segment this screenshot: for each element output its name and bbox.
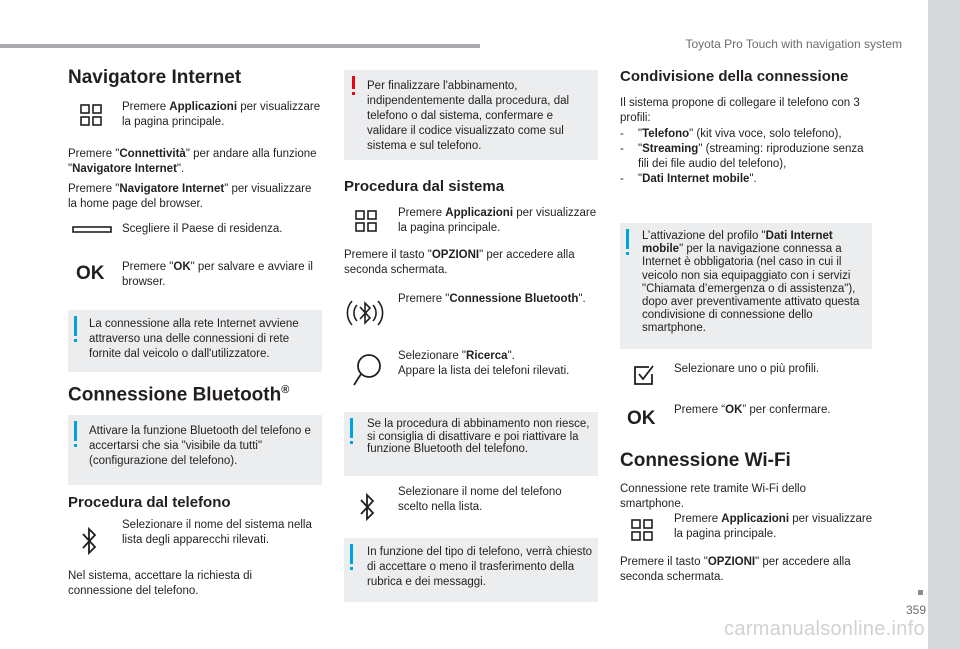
step-country: Scegliere il Paese di residenza.	[122, 223, 283, 235]
info-icon	[350, 418, 353, 438]
step-phone-select: Selezionare il nome del sistema nella lista degli apparecchi rilevati.	[122, 519, 312, 546]
bluetooth-icon	[358, 492, 376, 522]
info-note-transfer	[344, 538, 598, 602]
ok-icon: OK	[627, 408, 656, 429]
info-note-text: In funzione del tipo di telefono, verrà chiesto di accettare o meno il trasferimento della rubrica e dei messaggi.	[367, 546, 593, 588]
subsection-title-system: Procedura dal sistema	[344, 178, 505, 195]
list-bullet: -	[620, 173, 624, 185]
step-ok: Premere "OK" per salvare e avviare il browser.	[122, 261, 313, 288]
list-item-telefono: "Telefono" (kit viva voce, solo telefono),	[638, 128, 842, 140]
paragraph-connettivita: Premere "Connettività" per andare alla funzione "Navigatore Internet".	[68, 148, 317, 175]
header-title: Toyota Pro Touch with navigation system	[685, 37, 902, 51]
info-note-bluetooth	[68, 415, 322, 485]
info-icon	[74, 316, 77, 336]
search-icon	[352, 353, 382, 387]
list-bullet: -	[620, 143, 624, 155]
section-title-bluetooth: Connessione Bluetooth®	[68, 384, 290, 406]
step-connessione-bluetooth: Premere "Connessione Bluetooth".	[398, 293, 586, 305]
section-title-internet: Navigatore Internet	[68, 67, 242, 88]
list-item-streaming: "Streaming" (streaming: riproduzione senza fili dei file audio del telefono),	[638, 143, 864, 170]
info-note-text: L’attivazione del profilo "Dati Internet mobile" per la navigazione connessa a Internet è obbligatoria (nel caso in cui il veicolo non sia equipaggiato con i servizi "Chiamata d’emergenza o di assistenza"), dopo aver preventivamente attivato questa condivisione di connessione dello smartphone.	[642, 230, 860, 335]
section-title-wifi: Connessione Wi-Fi	[620, 450, 791, 471]
page-number: 359	[905, 603, 926, 617]
step-confirm: Premere “OK” per confermare.	[674, 404, 831, 416]
paragraph-wifi: Connessione rete tramite Wi-Fi dello smartphone.	[620, 483, 806, 510]
info-icon	[626, 229, 629, 249]
apps-grid-icon	[355, 210, 377, 232]
page-margin-band	[928, 0, 960, 649]
list-bullet: -	[620, 128, 624, 140]
info-note-text: Se la procedura di abbinamento non riesce, si consiglia di disattivare e poi riattivare la funzione Bluetooth del telefono.	[367, 418, 590, 455]
list-item-dati: "Dati Internet mobile".	[638, 173, 757, 185]
info-note-internet	[68, 310, 322, 372]
header-rule	[0, 44, 480, 48]
paragraph-navigatore: Premere "Navigatore Internet" per visualizzare la home page del browser.	[68, 183, 312, 210]
ok-icon: OK	[76, 263, 105, 284]
warning-icon	[352, 76, 355, 89]
watermark: carmanualsonline.info	[724, 618, 925, 640]
bluetooth-connection-icon	[346, 293, 384, 333]
apps-grid-icon	[631, 519, 653, 541]
checkbox-icon	[633, 364, 655, 386]
step-select-phone: Selezionare il nome del telefono scelto nella lista.	[398, 486, 562, 513]
warning-note-text: Per finalizzare l'abbinamento, indipendentemente dalla procedura, dal telefono o dal sistema, confermare e validare il codice visualizzato come sul sistema e sul telefono.	[367, 80, 570, 152]
info-note-pairing-fail	[344, 412, 598, 476]
section-title-share: Condivisione della connessione	[620, 68, 849, 85]
step-apps-wifi: Premere Applicazioni per visualizzare la pagina principale.	[674, 513, 873, 540]
paragraph-opzioni-wifi: Premere il tasto "OPZIONI" per accedere alla seconda schermata.	[620, 556, 851, 583]
step-select-profiles: Selezionare uno o più profili.	[674, 363, 820, 375]
keyboard-bar-icon	[72, 225, 112, 235]
info-note-text: Attivare la funzione Bluetooth del telefono e accertarsi che sia "visibile da tutti" (configurazione del telefono).	[89, 425, 311, 467]
subsection-title-phone: Procedura dal telefono	[68, 494, 231, 511]
apps-grid-icon	[80, 104, 102, 126]
info-note-text: La connessione alla rete Internet avviene attraverso una delle connessioni di rete fornite dal veicolo o dall'utilizzatore.	[89, 318, 299, 360]
paragraph-opzioni: Premere il tasto "OPZIONI" per accedere alla seconda schermata.	[344, 249, 575, 276]
step-apps: Premere Applicazioni per visualizzare la pagina principale.	[122, 101, 321, 128]
bluetooth-icon	[80, 526, 98, 556]
paragraph-profiles-intro: Il sistema propone di collegare il telefono con 3 profili:	[620, 97, 860, 124]
step-ricerca: Selezionare "Ricerca". Appare la lista dei telefoni rilevati.	[398, 350, 570, 377]
paragraph-accept: Nel sistema, accettare la richiesta di connessione del telefono.	[68, 570, 253, 597]
info-icon	[350, 544, 353, 564]
step-apps-system: Premere Applicazioni per visualizzare la pagina principale.	[398, 207, 597, 234]
warning-note-pairing	[344, 70, 598, 160]
continuation-marker	[918, 590, 923, 595]
info-icon	[74, 421, 77, 441]
info-note-mobile-data	[620, 223, 872, 349]
